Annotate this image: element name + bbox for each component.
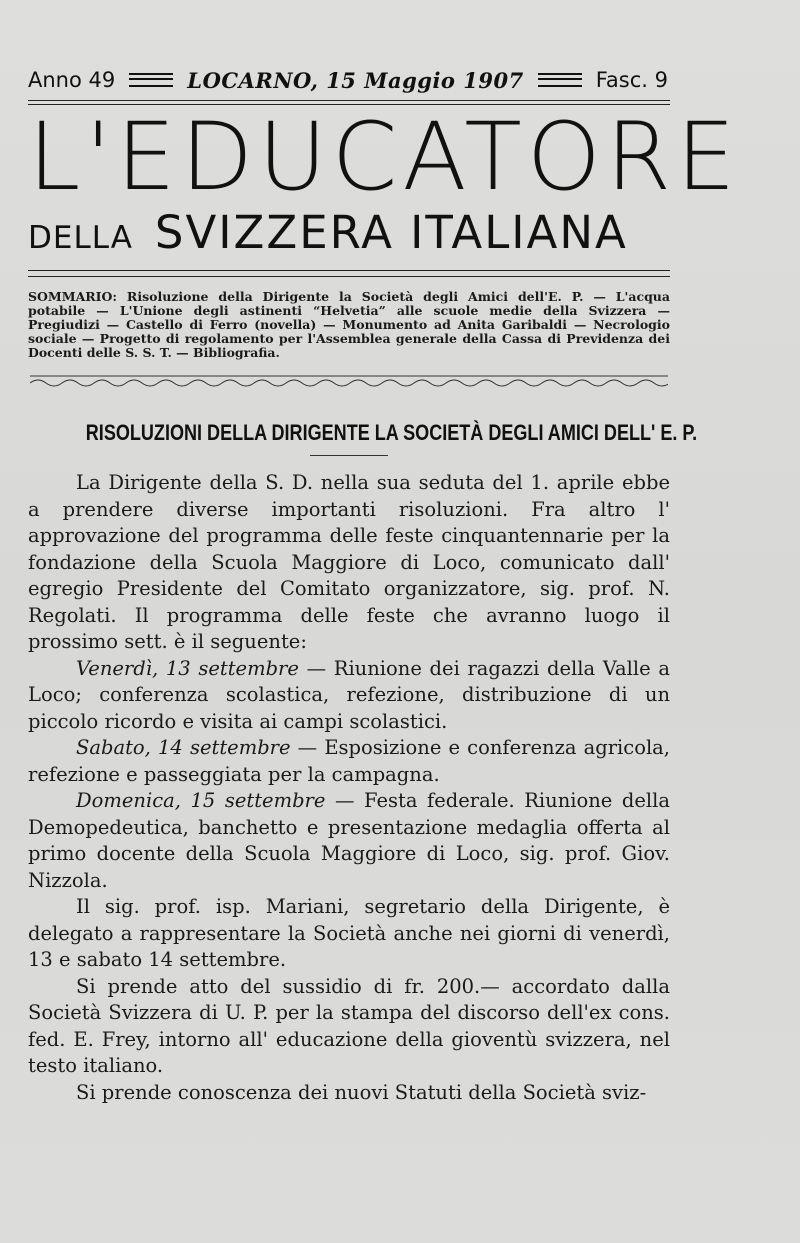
program-day: Venerdì, 13 settembre [76,656,299,680]
program-day: Domenica, 15 settembre [76,789,326,812]
program-item [28,656,670,736]
subtitle-della: DELLA [28,220,133,256]
paragraph: La Dirigente della S. D. nella sua seduta del 1. aprile ebbe a prendere diverse importanti risoluzioni. Fra altro l' approvazione del programma delle feste cinquantennarie per la fondazione della Scuola Maggiore di Loco, comunicato dall' egregio Presidente del Comitato organizzatore, sig. prof. N. Regolati. Il programma delle feste che avranno luogo il prossimo sett. è il seguente: [28,471,670,653]
paragraph: Il sig. prof. isp. Mariani, segretario della Dirigente, è delegato a rappresentare la Società anche nei giorni di venerdì, 13 e sabato 14 settembre. [28,895,670,971]
program-text: — Riunione dei ragazzi della Valle a Loco; conferenza scolastica, refezione, distribuzione di un piccolo ricordo e visita ai campi scolastici. [28,656,670,733]
table-of-contents: SOMMARIO: Risoluzione della Dirigente la Società degli Amici dell'E. P. — L'acqua potabile — L'Unione degli astinenti “Helvetia” alle scuole medie della Svizzera — Pregiudizi — Castello di Ferro (novella) — Monumento ad Anita Garibaldi — Necrologio sociale — Progetto di regolamento per l'Assemblea generale della Cassa di Previdenza dei Docenti delle S. S. T. — Bibliografia. [28,289,670,360]
article-body [28,470,670,1106]
masthead [28,64,668,96]
subtitle-main: SVIZZERA ITALIANA [154,206,628,259]
summary-rule [28,270,670,271]
masthead-ornament [129,73,173,87]
summary-rule [28,276,670,277]
program-item [28,735,670,788]
paragraph: Si prende conoscenza dei nuovi Statuti della Società sviz- [76,1080,647,1104]
article-title: RISOLUZIONI DELLA DIRIGENTE LA SOCIETÀ DEGLI AMICI DELL' E. P. [85,420,698,445]
program-item [28,788,670,894]
header-rule [28,100,670,101]
program-text: — Festa federale. Riunione della Demopedeutica, banchetto e presentazione medaglia offerta al primo docente della Scuola Maggiore di Loco, sig. prof. Giov. Nizzola. [28,789,670,892]
journal-subtitle [28,206,670,266]
paragraph: Si prende atto del sussidio di fr. 200.— accordato dalla Società Svizzera di U. P. per la stampa del discorso dell'ex cons. fed. E. Frey, intorno all' educazione della gioventù svizzera, nel testo italiano. [28,974,670,1077]
title-underline [310,455,388,456]
issue-number: Fasc. 9 [595,68,668,92]
journal-title: L'EDUCATORE [28,103,741,212]
program-text: — Esposizione e conferenza agricola, refezione e passeggiata per la campagna. [28,736,670,786]
wavy-divider [30,374,668,388]
volume-number: Anno 49 [28,68,116,92]
masthead-ornament [538,73,582,87]
place-date: LOCARNO, 15 Maggio 1907 [187,67,524,93]
program-day: Sabato, 14 settembre [76,736,291,759]
